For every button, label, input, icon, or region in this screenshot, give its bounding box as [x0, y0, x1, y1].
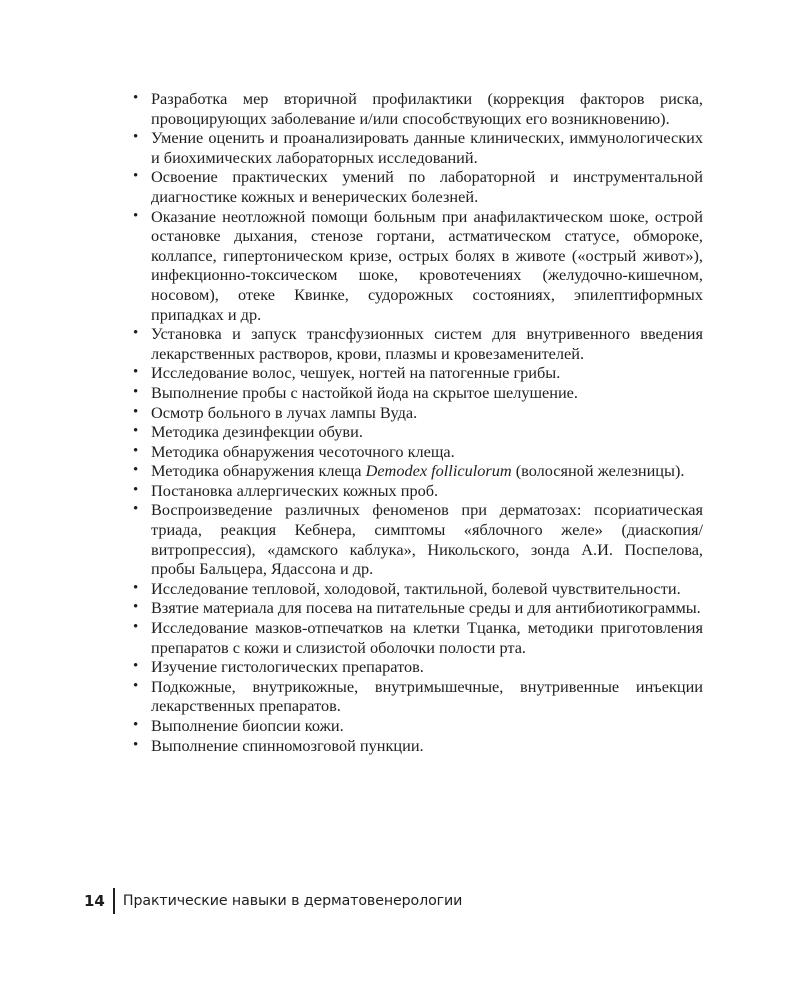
page-number: 14 — [84, 892, 105, 910]
list-item — [133, 207, 703, 325]
list-item — [133, 481, 703, 501]
list-item — [133, 579, 703, 599]
page-content — [133, 89, 703, 755]
list-item-text: Оказание неотложной помощи больным при анафилактическом шоке, острой остановке дыхания, стенозе гортани, астматическом статусе, обмороке, коллапсе, гипертоническом кризе, острых болях в животе («острый живот»), инфекционно-токсическом шоке, кровотечениях (желудочно-кишечном, носовом), отеке Квинке, судорожных состояниях, эпилептиформных припадках и др. — [151, 206, 703, 324]
bullet: • — [133, 658, 139, 675]
list-item — [133, 167, 703, 206]
list-item-text: Методика обнаружения чесоточного клеща. — [151, 441, 455, 461]
list-item — [133, 324, 703, 363]
list-item-text: Осмотр больного в лучах лампы Вуда. — [151, 402, 418, 422]
list-item — [133, 89, 703, 128]
running-title: Практические навыки в дерматовенерологии — [122, 893, 463, 909]
list-item-text-before: Методика обнаружения клеща — [151, 461, 366, 481]
list-item-text — [151, 461, 684, 480]
bullet: • — [133, 403, 139, 420]
list-item-text-after: (волосяной железницы). — [511, 461, 685, 481]
list-item-text: Изучение гистологических препаратов. — [151, 657, 424, 677]
list-item — [133, 363, 703, 383]
skills-list — [133, 89, 703, 755]
list-item — [133, 657, 703, 677]
list-item — [133, 500, 703, 578]
list-item — [133, 618, 703, 657]
list-item-text: Методика дезинфекции обуви. — [151, 422, 363, 442]
bullet: • — [133, 677, 139, 694]
bullet: • — [133, 462, 139, 479]
footer-divider — [113, 888, 115, 914]
list-item-text: Установка и запуск трансфузионных систем для внутривенного введения лекарственных растворов, крови, плазмы и кровезаменителей. — [151, 324, 703, 363]
list-item-text: Взятие материала для посева на питательные среды и для антибиотикограммы. — [151, 598, 701, 618]
list-item-text: Исследование волос, чешуек, ногтей на патогенные грибы. — [151, 363, 561, 383]
list-item — [133, 716, 703, 736]
list-item-text: Постановка аллергических кожных проб. — [151, 480, 439, 500]
bullet: • — [133, 129, 139, 146]
bullet: • — [133, 168, 139, 185]
list-item — [133, 403, 703, 423]
list-item-text: Выполнение пробы с настойкой йода на скрытое шелушение. — [151, 382, 578, 402]
bullet: • — [133, 501, 139, 518]
bullet: • — [133, 383, 139, 400]
list-item-text: Исследование тепловой, холодовой, тактильной, болевой чувствительности. — [151, 578, 681, 598]
bullet: • — [133, 619, 139, 636]
list-item-text: Умение оценить и проанализировать данные клинических, иммунологических и биохимических лабораторных исследований. — [151, 128, 703, 167]
bullet: • — [133, 364, 139, 381]
list-item — [133, 442, 703, 462]
bullet: • — [133, 717, 139, 733]
page-footer — [84, 888, 462, 914]
bullet: • — [133, 481, 139, 498]
list-item — [133, 736, 703, 756]
species-name-italic: Demodex folliculorum — [365, 461, 512, 481]
bullet: • — [133, 736, 139, 753]
list-item — [133, 598, 703, 618]
bullet: • — [133, 599, 139, 616]
list-item-text: Подкожные, внутрикожные, внутримышечные, внутривенные инъекции лекарственных препаратов. — [151, 676, 703, 716]
bullet: • — [133, 325, 139, 342]
list-item-text: Исследование мазков-отпечатков на клетки Тцанка, методики приготовления препаратов с кожи и слизистой оболочки полости рта. — [151, 618, 703, 657]
list-item-text: Выполнение биопсии кожи. — [151, 716, 344, 735]
bullet: • — [133, 423, 139, 440]
bullet: • — [133, 207, 139, 224]
list-item — [133, 422, 703, 442]
list-item-text: Разработка мер вторичной профилактики (коррекция факторов риска, провоцирующих заболевание и/или способствующих его возникновению). — [151, 89, 703, 128]
bullet: • — [133, 442, 139, 459]
list-item-text: Выполнение спинномозговой пункции. — [151, 735, 424, 755]
list-item — [133, 461, 703, 481]
list-item — [133, 128, 703, 167]
bullet: • — [133, 90, 139, 106]
list-item-text: Освоение практических умений по лабораторной и инструментальной диагностике кожных и венерических болезней. — [151, 167, 703, 206]
bullet: • — [133, 579, 139, 596]
list-item — [133, 677, 703, 716]
list-item — [133, 383, 703, 403]
list-item-text: Воспроизведение различных феноменов при дерматозах: псориатическая триада, реакция Кебнера, симптомы «яблочного желе» (диаскопия/витропрессия), «дамского каблука», Никольского, зонда А.И. Поспелова, пробы Бальцера, Ядассона и др. — [151, 500, 703, 579]
